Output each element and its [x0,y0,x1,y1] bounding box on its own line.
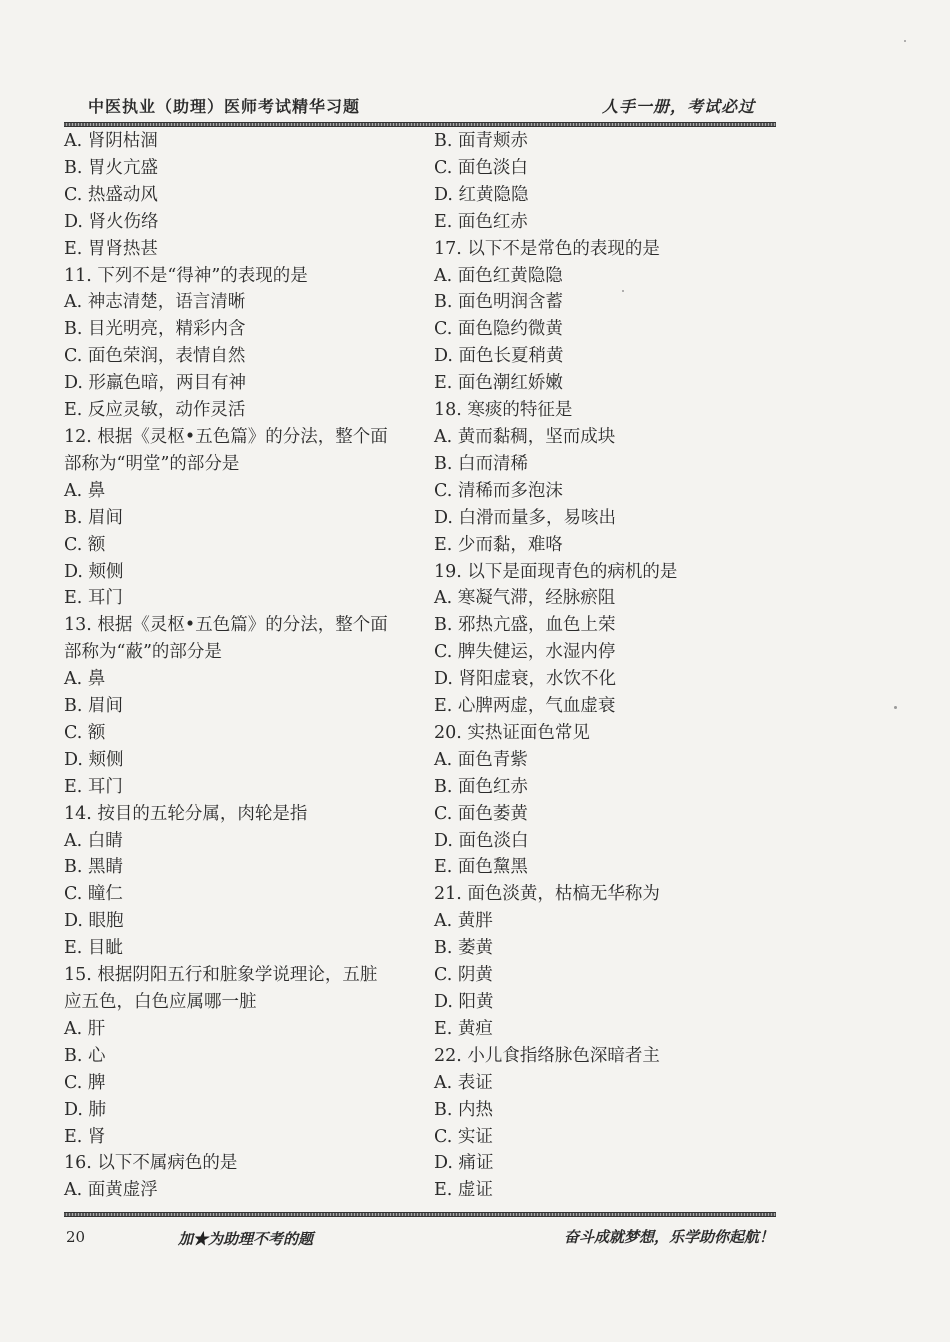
answer-option: A. 鼻 [64,669,106,690]
answer-option: D. 颊侧 [64,561,124,582]
answer-option: B. 白而清稀 [434,453,528,474]
answer-option: C. 实证 [434,1126,493,1147]
right-column [434,128,784,1204]
answer-option: C. 面色淡白 [434,157,528,178]
scan-speck [622,290,624,292]
answer-option: E. 心脾两虚，气血虚衰 [434,696,616,717]
footer-rule [64,1212,776,1217]
question-text: 20. 实热证面色常见 [434,722,590,743]
answer-option: E. 黄疸 [434,1018,493,1039]
question-text: 13. 根据《灵枢•五色篇》的分法，整个面 [64,615,388,636]
answer-option: C. 热盛动风 [64,184,158,205]
answer-option: E. 虚证 [434,1180,493,1201]
answer-option: B. 黑睛 [64,857,123,878]
question-text: 21. 面色淡黄，枯槁无华称为 [434,884,660,905]
answer-option: E. 目眦 [64,938,123,959]
answer-option: D. 形羸色暗，两目有神 [64,373,247,394]
star-icon: ★ [193,1230,209,1248]
answer-option: A. 神志清楚，语言清晰 [64,292,246,313]
answer-option: B. 目光明亮，精彩内含 [64,319,246,340]
footer-note [178,1228,313,1249]
scan-speck [894,706,897,709]
footer-note-suffix: 为助理不考的题 [208,1230,314,1248]
answer-option: C. 清稀而多泡沫 [434,480,563,501]
answer-option: B. 胃火亢盛 [64,157,158,178]
answer-option: E. 胃肾热甚 [64,238,158,259]
answer-option: C. 额 [64,534,106,555]
answer-option: A. 肝 [64,1018,106,1039]
answer-option: E. 少而黏，难咯 [434,534,563,555]
header-title: 中医执业（助理）医师考试精华习题 [88,97,361,116]
page-number: 20 [66,1228,86,1246]
answer-option: C. 脾失健运，水湿内停 [434,642,616,663]
answer-option: E. 耳门 [64,588,123,609]
answer-option: D. 面色长夏稍黄 [434,346,564,367]
answer-option: A. 肾阴枯涸 [64,131,158,151]
answer-option: B. 心 [64,1045,106,1066]
answer-option: C. 面色萎黄 [434,803,528,824]
answer-option: A. 鼻 [64,480,106,501]
answer-option: C. 脾 [64,1072,106,1093]
answer-option: E. 反应灵敏，动作灵活 [64,400,246,421]
answer-option: B. 面青颊赤 [434,131,528,151]
answer-option: C. 瞳仁 [64,884,123,905]
answer-option: D. 白滑而量多，易咳出 [434,507,617,528]
header-slogan: 人手一册，考试必过 [601,97,755,116]
answer-option: E. 耳门 [64,776,123,797]
answer-option: C. 面色隐约微黄 [434,319,563,340]
question-text: 11. 下列不是“得神”的表现的是 [64,265,308,286]
question-text: 19. 以下是面现青色的病机的是 [434,561,678,582]
answer-option: D. 颊侧 [64,749,124,770]
answer-option: D. 红黄隐隐 [434,184,529,205]
answer-option: E. 面色黧黑 [434,857,528,878]
answer-option: B. 内热 [434,1099,493,1120]
answer-option: A. 黄胖 [434,911,493,932]
answer-option: A. 寒凝气滞，经脉瘀阻 [434,588,616,609]
answer-option: B. 眉间 [64,696,123,717]
answer-option: B. 眉间 [64,507,123,528]
answer-option: B. 面色红赤 [434,776,528,797]
question-text-continued: 部称为“蔽”的部分是 [64,642,222,663]
answer-option: C. 面色荣润，表情自然 [64,346,246,367]
answer-option: C. 额 [64,722,106,743]
answer-option: B. 邪热亢盛，血色上荣 [434,615,616,636]
question-text: 17. 以下不是常色的表现的是 [434,238,660,259]
header-rule [64,122,776,127]
question-text-continued: 部称为“明堂”的部分是 [64,453,240,474]
question-text: 18. 寒痰的特征是 [434,400,573,421]
scan-speck [904,40,906,42]
answer-option: D. 肺 [64,1099,107,1120]
question-text: 14. 按目的五轮分属，肉轮是指 [64,803,308,824]
answer-option: E. 肾 [64,1126,106,1147]
answer-option: D. 眼胞 [64,911,124,932]
footer-slogan: 奋斗成就梦想，乐学助你起航！ [563,1228,774,1246]
answer-option: A. 面色红黄隐隐 [434,265,563,286]
answer-option: E. 面色红赤 [434,211,528,232]
footer-note-prefix: 加 [178,1230,194,1248]
question-text: 16. 以下不属病色的是 [64,1153,238,1174]
left-column [64,128,414,1204]
answer-option: D. 肾火伤络 [64,211,159,232]
question-text-continued: 应五色，白色应属哪一脏 [64,992,257,1012]
answer-option: D. 面色淡白 [434,830,529,851]
answer-option: D. 阳黄 [434,992,494,1012]
answer-option: B. 萎黄 [434,938,493,959]
answer-option: A. 黄而黏稠，坚而成块 [434,426,616,447]
question-text: 12. 根据《灵枢•五色篇》的分法，整个面 [64,426,388,447]
answer-option: A. 面色青紫 [434,749,528,770]
question-text: 15. 根据阴阳五行和脏象学说理论，五脏 [64,965,378,986]
answer-option: B. 面色明润含蓄 [434,292,563,313]
answer-option: A. 表证 [434,1072,493,1093]
answer-option: D. 肾阳虚衰，水饮不化 [434,669,617,690]
answer-option: A. 面黄虚浮 [64,1180,158,1201]
answer-option: D. 痛证 [434,1153,494,1174]
answer-option: E. 面色潮红娇嫩 [434,373,563,394]
answer-option: A. 白睛 [64,830,123,851]
answer-option: C. 阴黄 [434,965,493,986]
question-text: 22. 小儿食指络脉色深暗者主 [434,1045,660,1066]
